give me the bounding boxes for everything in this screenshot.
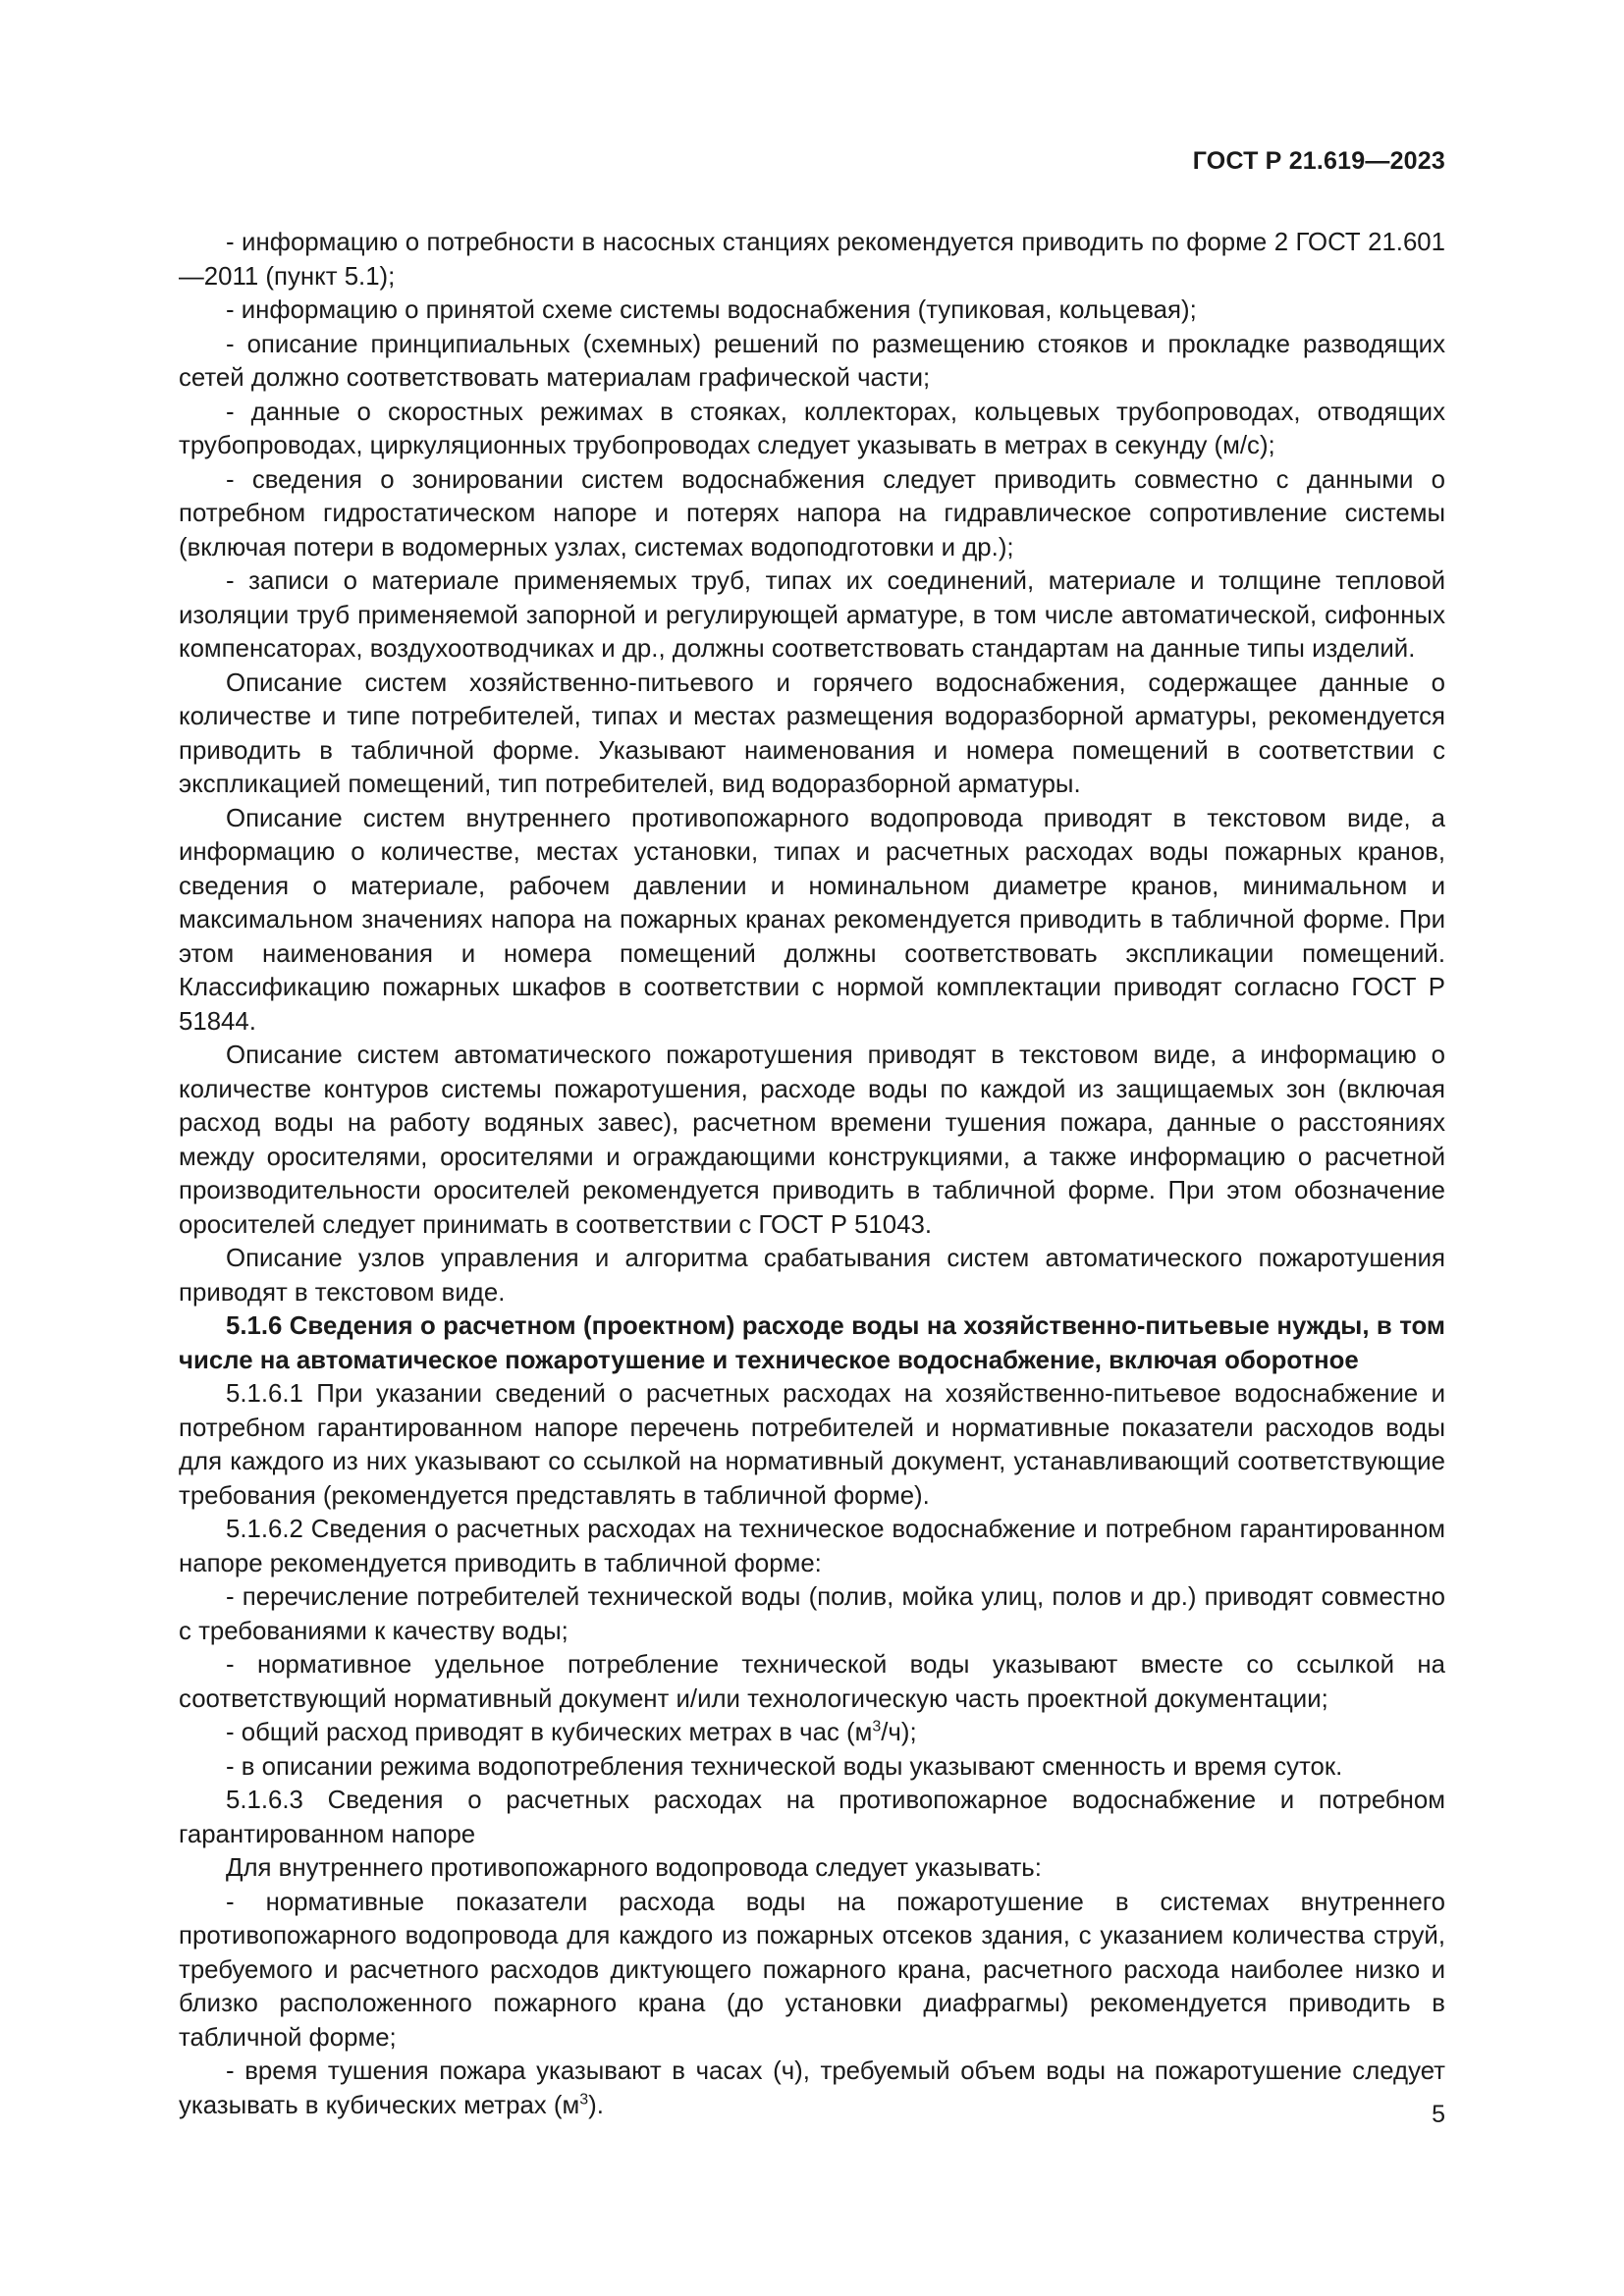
paragraph-fire-volume: - время тушения пожара указывают в часах (ч), требуемый объем воды на пожаротушение следует указывать в кубических метрах $(м^3)$. bbox=[179, 2057, 1445, 2119]
document-body bbox=[179, 226, 1445, 2122]
paragraph: Описание систем хозяйственно-питьевого и горячего водоснабжения, содержащее данные о количестве и типе потребителей, типах и местах размещения водоразборной арматуры, рекомендуется приводить в табличной форме. Указывают наименования и номера помещений в соответствии с экспликацией помещений, тип потребителей, вид водоразборной арматуры. bbox=[179, 668, 1445, 798]
paragraph: - информацию о потребности в насосных станциях рекомендуется приводить по форме 2 ГОСТ 21.601—2011 (пункт 5.1); bbox=[179, 229, 1445, 291]
paragraph: Для внутреннего противопожарного водопровода следует указывать: bbox=[226, 1854, 1042, 1882]
paragraph: - информацию о принятой схеме системы водоснабжения (тупиковая, кольцевая); bbox=[226, 296, 1197, 324]
paragraph: - записи о материале применяемых труб, типах их соединений, материале и толщине тепловой изоляции труб применяемой запорной и регулирующей арматуре, в том числе автоматической, сифонных компенсаторах, воздухоотводчиках и др., должны соответствовать стандартам на данные типы изделий. bbox=[179, 567, 1445, 663]
paragraph-group-2 bbox=[179, 1750, 1445, 2056]
paragraph: - описание принципиальных (схемных) решений по размещению стояков и прокладке разводящих сетей должно соответствовать материалам графической части; bbox=[179, 330, 1445, 392]
paragraph-group-1 bbox=[179, 226, 1445, 1716]
document-code-header: ГОСТ Р 21.619—2023 bbox=[1192, 147, 1445, 175]
paragraph-total-flow: - общий расход приводят в кубических метрах в час $(м^3/ч)$; bbox=[226, 1718, 917, 1746]
paragraph: 5.1.6.3 Сведения о расчетных расходах на противопожарное водоснабжение и потребном гарантированном напоре bbox=[179, 1787, 1445, 1848]
paragraph: Описание систем внутреннего противопожарного водопровода приводят в текстовом виде, а информацию о количестве, местах установки, типах и расчетных расходах воды пожарных кранов, сведения о материале, рабочем давлении и номинальном диаметре кранов, минимальном и максимальном значениях напора на пожарных кранах рекомендуется приводить в табличной форме. При этом наименования и номера помещений должны соответствовать экспликации помещений. Классификацию пожарных шкафов в соответствии с нормой комплектации приводят согласно ГОСТ Р 51844. bbox=[179, 804, 1445, 1036]
section-heading: 5.1.6 Сведения о расчетном (проектном) расходе воды на хозяйственно-питьевые нужды, в том числе на автоматическое пожаротушение и техническое водоснабжение, включая оборотное bbox=[179, 1312, 1445, 1374]
paragraph: 5.1.6.2 Сведения о расчетных расходах на техническое водоснабжение и потребном гарантированном напоре рекомендуется приводить в табличной форме: bbox=[179, 1516, 1445, 1577]
paragraph: - нормативные показатели расхода воды на пожаротушение в системах внутреннего противопожарного водопровода для каждого из пожарных отсеков здания, с указанием количества струй, требуемого и расчетного расходов диктующего пожарного крана, расчетного расхода наиболее низко и близко расположенного пожарного крана (до установки диафрагмы) рекомендуется приводить в табличной форме; bbox=[179, 1888, 1445, 2052]
paragraph: - перечисление потребителей технической воды (полив, мойка улиц, полов и др.) приводят совместно с требованиями к качеству воды; bbox=[179, 1583, 1445, 1645]
paragraph: - данные о скоростных режимах в стояках, коллекторах, кольцевых трубопроводах, отводящих трубопроводах, циркуляционных трубопроводах следует указывать в метрах в секунду (м/с); bbox=[179, 398, 1445, 459]
paragraph: - нормативное удельное потребление технической воды указывают вместе со ссылкой на соответствующий нормативный документ и/или технологическую часть проектной документации; bbox=[179, 1651, 1445, 1713]
page-number: 5 bbox=[1432, 2101, 1445, 2128]
paragraph: Описание узлов управления и алгоритма срабатывания систем автоматического пожаротушения приводят в текстовом виде. bbox=[179, 1245, 1445, 1307]
paragraph: 5.1.6.1 При указании сведений о расчетных расходах на хозяйственно-питьевое водоснабжение и потребном гарантированном напоре перечень потребителей и нормативные показатели расходов воды для каждого из них указывают со ссылкой на нормативный документ, устанавливающий соответствующие требования (рекомендуется представлять в табличной форме). bbox=[179, 1380, 1445, 1510]
paragraph: - в описании режима водопотребления технической воды указывают сменность и время суток. bbox=[226, 1752, 1343, 1781]
paragraph: - сведения о зонировании систем водоснабжения следует приводить совместно с данными о потребном гидростатическом напоре и потерях напора на гидравлическое сопротивление системы (включая потери в водомерных узлах, системах водоподготовки и др.); bbox=[179, 465, 1445, 561]
paragraph: Описание систем автоматического пожаротушения приводят в текстовом виде, а информацию о количестве контуров системы пожаротушения, расходе воды по каждой из защищаемых зон (включая расход воды на работу водяных завес), расчетном времени тушения пожара, данные о расстояниях между оросителями, оросителями и ограждающими конструкциями, а также информацию о расчетной производительности оросителей рекомендуется приводить в табличной форме. При этом обозначение оросителей следует принимать в соответствии с ГОСТ Р 51043. bbox=[179, 1041, 1445, 1239]
